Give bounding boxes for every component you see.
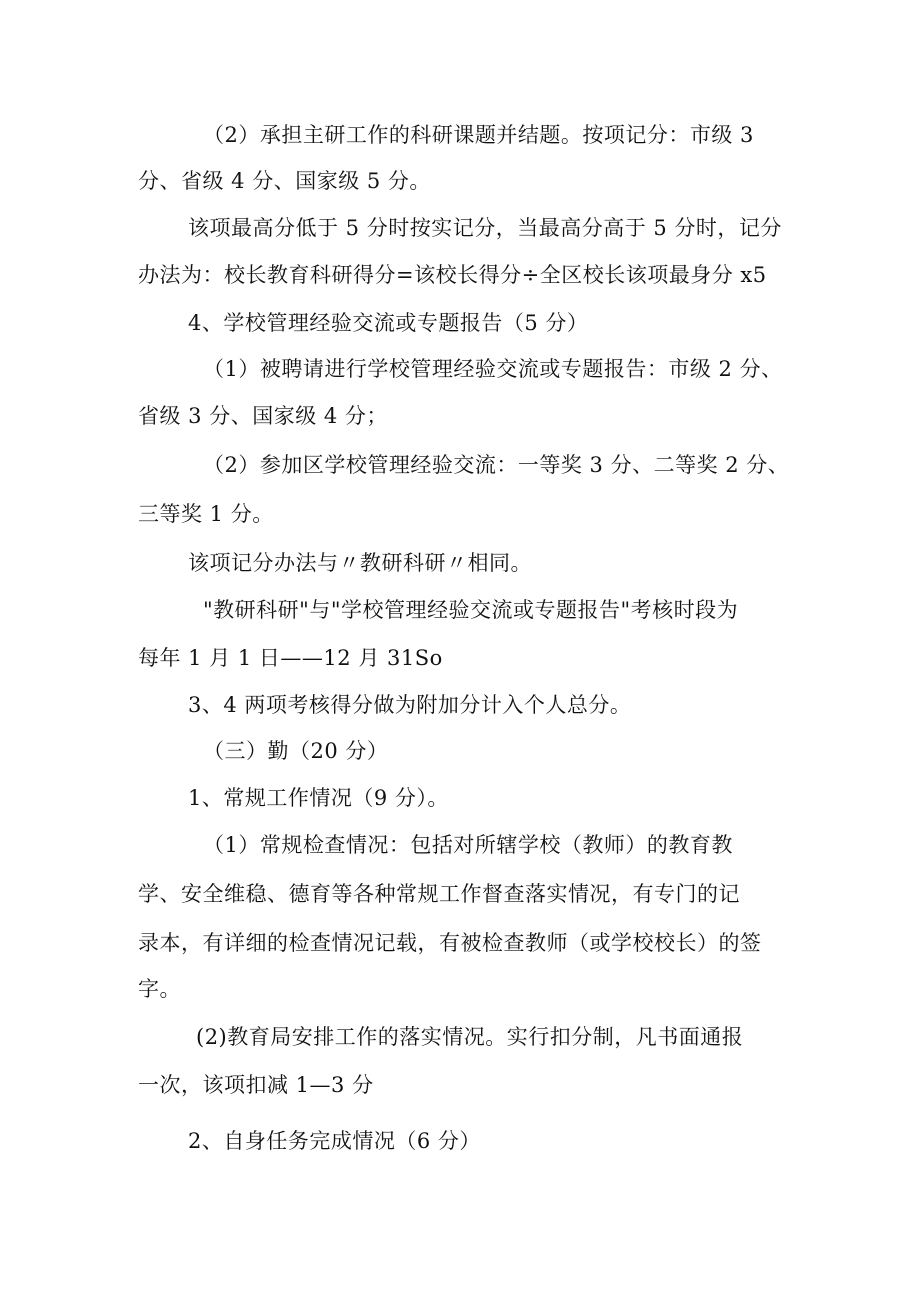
text-line: 省级 3 分、国家级 4 分； [138, 404, 388, 428]
text-line: 一次，该项扣减 1—3 分 [138, 1073, 374, 1097]
text-line: 学、安全维稳、德育等各种常规工作督查落实情况，有专门的记 [138, 882, 740, 906]
text-line: （1）被聘请进行学校管理经验交流或专题报告：市级 2 分、 [203, 357, 783, 381]
text-line: 3、4 两项考核得分做为附加分计入个人总分。 [188, 693, 632, 717]
text-line: 该项最高分低于 5 分时按实记分，当最高分高于 5 分时，记分 [188, 216, 782, 240]
section-heading: 4、学校管理经验交流或专题报告（5 分） [188, 311, 589, 335]
section-heading: 2、自身任务完成情况（6 分） [188, 1129, 481, 1153]
text-line: （2）参加区学校管理经验交流：一等奖 3 分、二等奖 2 分、 [203, 453, 790, 477]
text-line: 字。 [138, 977, 181, 1001]
text-line: (2)教育局安排工作的落实情况。实行扣分制，凡书面通报 [196, 1025, 744, 1049]
text-line: 三等奖 1 分。 [138, 502, 274, 526]
section-heading: （三）勤（20 分） [203, 739, 389, 763]
text-line: 分、省级 4 分、国家级 5 分。 [138, 169, 431, 193]
text-line: （1）常规检查情况：包括对所辖学校（教师）的教育教 [203, 833, 733, 857]
text-line: 每年 1 月 1 日——12 月 31So [138, 646, 443, 670]
text-line: 录本，有详细的检查情况记载，有被检查教师（或学校校长）的签 [138, 931, 762, 955]
text-line: 该项记分办法与〃教研科研〃相同。 [188, 551, 532, 575]
text-line: 办法为：校长教育科研得分=该校长得分÷全区校长该项最身分 x5 [138, 263, 767, 287]
text-line: （2）承担主研工作的科研课题并结题。按项记分：市级 3 [203, 123, 754, 147]
text-line: "教研科研"与"学校管理经验交流或专题报告"考核时段为 [203, 598, 739, 622]
section-heading: 1、常规工作情况（9 分）。 [188, 786, 449, 810]
